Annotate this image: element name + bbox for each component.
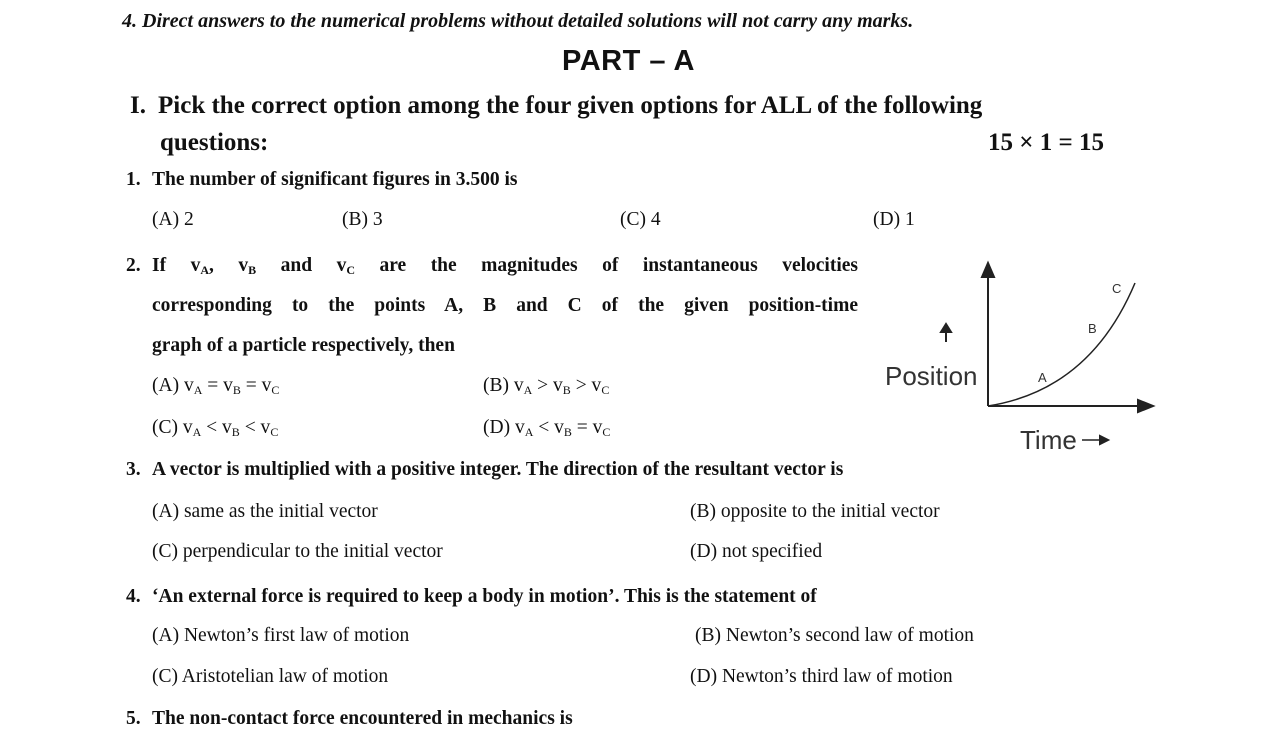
instruction-4: 4. Direct answers to the numerical problems without detailed solutions will not carry any marks. (122, 10, 914, 32)
right-arrow-head-icon (1100, 436, 1108, 444)
section-instruction: Pick the correct option among the four given options for ALL of the following (158, 92, 983, 119)
point-c-label: C (1112, 281, 1122, 296)
option-d: (D) Newton’s third law of motion (690, 666, 953, 687)
option-b: (B) $v_A > v_B > v_C$ (483, 375, 610, 397)
position-time-graph (860, 250, 1170, 460)
question-number: 1. (126, 169, 141, 190)
question-number: 5. (126, 708, 141, 729)
option-b: (B) Newton’s second law of motion (695, 625, 974, 646)
x-axis-label: Time (1020, 425, 1077, 455)
option-b: (B) 3 (342, 209, 383, 230)
question-text: The non-contact force encountered in mechanics is (152, 708, 573, 729)
option-a: (A) Newton’s first law of motion (152, 625, 410, 646)
question-text: A vector is multiplied with a positive integer. The direction of the resultant vector is (152, 459, 844, 480)
point-b-label: B (1088, 321, 1097, 336)
option-c: (C) $v_A < v_B < v_C$ (152, 417, 279, 439)
option-c: (C) perpendicular to the initial vector (152, 541, 443, 562)
y-axis-arrow-icon (982, 263, 994, 277)
option-a: (A) same as the initial vector (152, 501, 378, 522)
section-number: I. (130, 92, 146, 119)
x-axis-arrow-icon (1138, 400, 1153, 412)
part-title: PART – A (562, 45, 695, 77)
question-number: 2. (126, 255, 141, 276)
option-a: (A) 2 (152, 209, 194, 230)
option-b: (B) opposite to the initial vector (690, 501, 940, 522)
option-d: (D) not specified (690, 541, 823, 562)
question-text: ‘An external force is required to keep a body in motion’. This is the statement of (152, 586, 817, 607)
curve (988, 283, 1135, 406)
option-d: (D) $v_A < v_B = v_C$ (483, 417, 611, 439)
up-arrow-head-icon (941, 324, 951, 332)
question-text: If $v_A$, $v_B$ and $v_C$ are the magnitudes of instantaneous velocities (152, 255, 858, 277)
question-number: 3. (126, 459, 141, 480)
section-marks: 15 × 1 = 15 (988, 129, 1104, 156)
question-text: graph of a particle respectively, then (152, 335, 455, 356)
option-a: (A) $v_A = v_B = v_C$ (152, 375, 280, 397)
question-text: The number of significant figures in 3.500 is (152, 169, 518, 190)
option-c: (C) 4 (620, 209, 661, 230)
y-axis-label: Position (885, 361, 978, 391)
section-instruction-cont: questions: (160, 129, 269, 156)
option-c: (C) Aristotelian law of motion (152, 666, 389, 687)
question-number: 4. (126, 586, 141, 607)
point-a-label: A (1038, 370, 1047, 385)
question-text: corresponding to the points A, B and C of the given position-time (152, 295, 858, 316)
option-d: (D) 1 (873, 209, 915, 230)
